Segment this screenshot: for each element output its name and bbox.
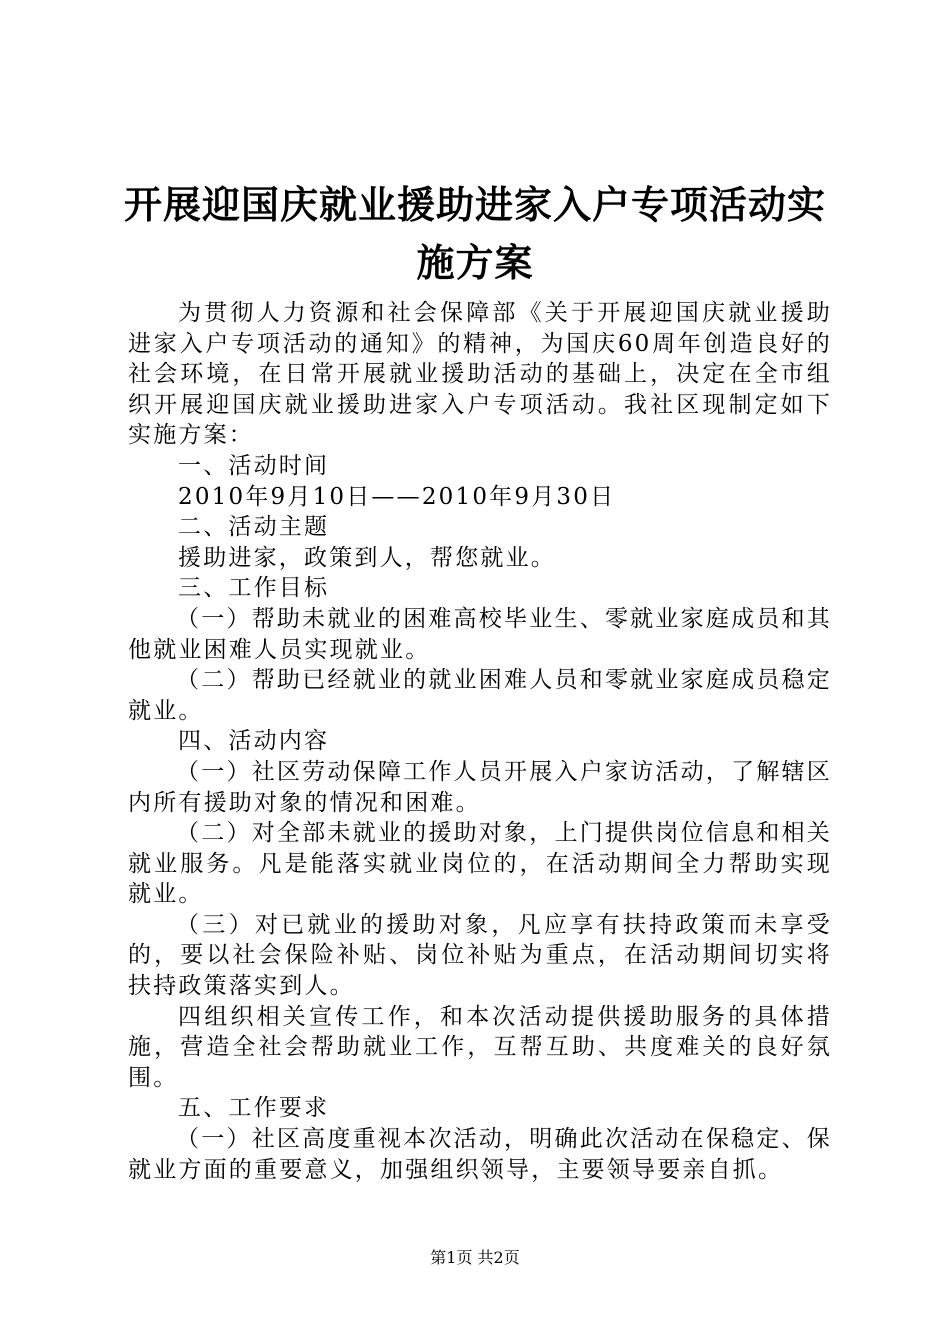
paragraph: 2010年9月10日——2010年9月30日 bbox=[178, 483, 616, 510]
paragraph: （三）对已就业的援助对象，凡应享有扶持政策而未享受的，要以社会保险补贴、岗位补贴为重点，在活动期间切实将扶持政策落实到人。 bbox=[128, 911, 832, 1000]
document-title: 开展迎国庆就业援助进家入户专项活动实施方案 bbox=[123, 183, 826, 285]
section-heading: 四、活动内容 bbox=[178, 728, 330, 755]
section-heading: 一、活动时间 bbox=[178, 452, 330, 479]
paragraph: （一）社区高度重视本次活动，明确此次活动在保稳定、保就业方面的重要意义，加强组织领导，主要领导要亲自抓。 bbox=[128, 1126, 832, 1183]
section-heading: 二、活动主题 bbox=[178, 514, 330, 541]
document-body bbox=[128, 298, 832, 1185]
paragraph: （一）社区劳动保障工作人员开展入户家访活动，了解辖区内所有援助对象的情况和困难。 bbox=[128, 758, 832, 816]
intro-paragraph: 为贯彻人力资源和社会保障部《关于开展迎国庆就业援助进家入户专项活动的通知》的精神，为国庆60周年创造良好的社会环境，在日常开展就业援助活动的基础上，决定在全市组织开展迎国庆就业援助进家入户专项活动。我社区现制定如下实施方案： bbox=[128, 300, 832, 449]
section-heading: 五、工作要求 bbox=[178, 1095, 330, 1122]
page-number: 第1页 共2页 bbox=[430, 1248, 520, 1267]
paragraph: 援助进家，政策到人，帮您就业。 bbox=[178, 544, 556, 571]
paragraph: （一）帮助未就业的困难高校毕业生、零就业家庭成员和其他就业困难人员实现就业。 bbox=[128, 605, 832, 663]
paragraph: （二）帮助已经就业的就业困难人员和零就业家庭成员稳定就业。 bbox=[128, 667, 832, 724]
paragraph: （二）对全部未就业的援助对象，上门提供岗位信息和相关就业服务。凡是能落实就业岗位的，在活动期间全力帮助实现就业。 bbox=[128, 820, 832, 908]
section-heading: 三、工作目标 bbox=[178, 575, 330, 602]
paragraph: 四组织相关宣传工作，和本次活动提供援助服务的具体措施，营造全社会帮助就业工作，互帮互助、共度难关的良好氛围。 bbox=[128, 1003, 832, 1091]
